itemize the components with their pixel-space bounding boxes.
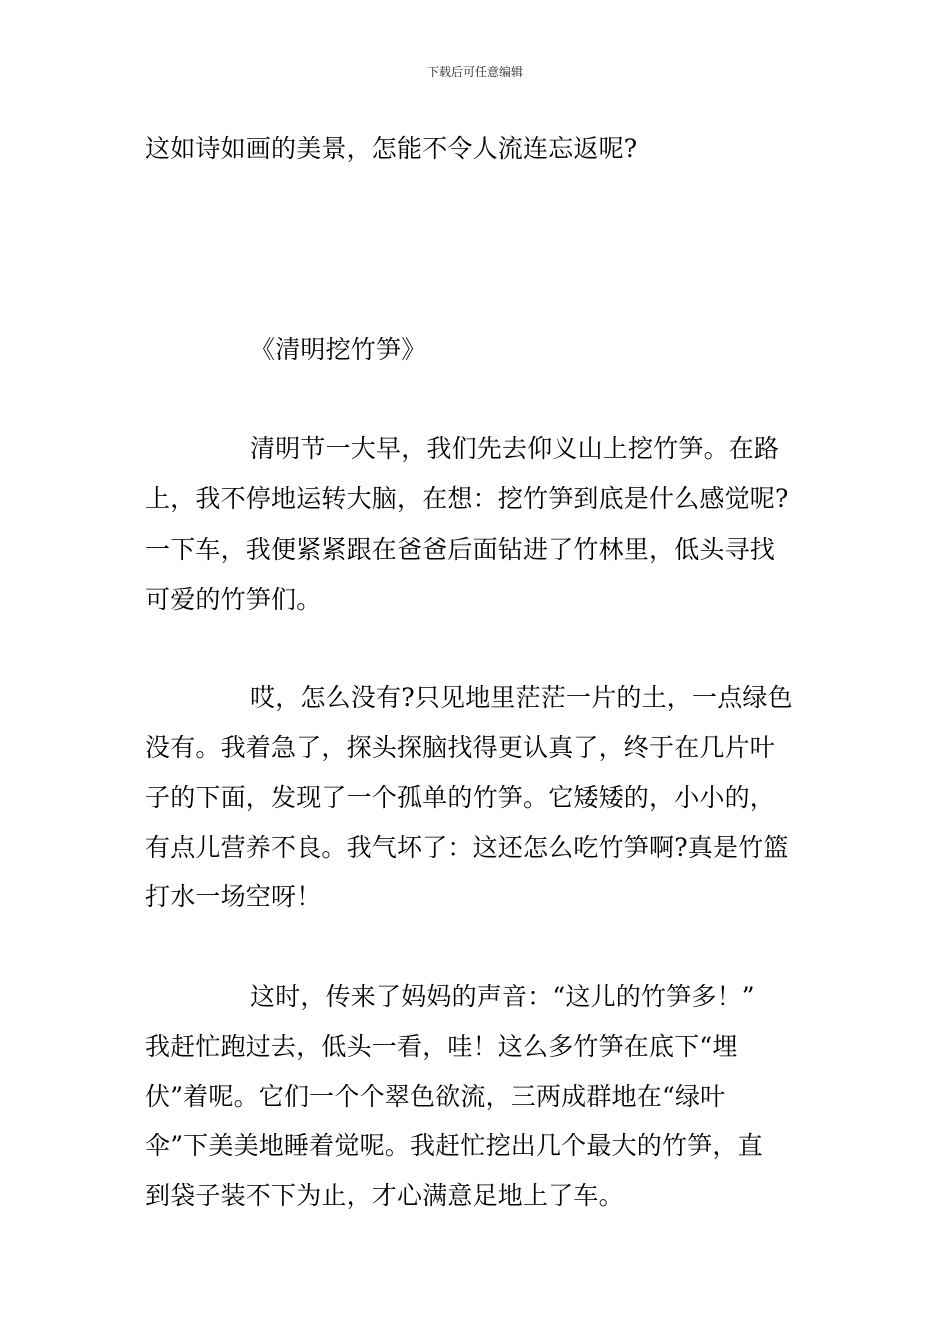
- paragraph-line: 一下车，我便紧紧跟在爸爸后面钻进了竹林里，低头寻找: [145, 535, 776, 564]
- intro-line: 这如诗如画的美景，怎能不令人流连忘返呢?: [145, 134, 638, 163]
- paragraph-line: 伞”下美美地睡着觉呢。我赶忙挖出几个最大的竹笋，直: [145, 1131, 763, 1160]
- paragraph-line: 可爱的竹笋们。: [145, 585, 322, 614]
- paragraph-line: 清明节一大早，我们先去仰义山上挖竹笋。在路: [250, 434, 780, 463]
- paragraph-line: 上，我不停地运转大脑，在想：挖竹笋到底是什么感觉呢?: [145, 484, 789, 513]
- paragraph-line: 打水一场空呀！: [145, 882, 322, 911]
- paragraph-line: 没有。我着急了，探头探脑找得更认真了，终于在几片叶: [145, 733, 776, 762]
- paragraph-line: 子的下面，发现了一个孤单的竹笋。它矮矮的，小小的，: [145, 783, 776, 812]
- paragraph-line: 有点儿营养不良。我气坏了：这还怎么吃竹笋啊?真是竹篮: [145, 833, 789, 862]
- paragraph-line: 这时，传来了妈妈的声音：“这儿的竹笋多！”: [250, 982, 755, 1011]
- essay-title: 《清明挖竹笋》: [250, 335, 427, 364]
- paragraph-line: 伏”着呢。它们一个个翠色欲流，三两成群地在“绿叶: [145, 1082, 726, 1111]
- paragraph-line: 我赶忙跑过去，低头一看，哇！这么多竹笋在底下“埋: [145, 1032, 738, 1061]
- page-header: 下载后可任意编辑: [426, 65, 523, 79]
- paragraph-line: 到袋子装不下为止，才心满意足地上了车。: [145, 1181, 624, 1210]
- paragraph-line: 哎，怎么没有?只见地里茫茫一片的土，一点绿色: [250, 683, 793, 712]
